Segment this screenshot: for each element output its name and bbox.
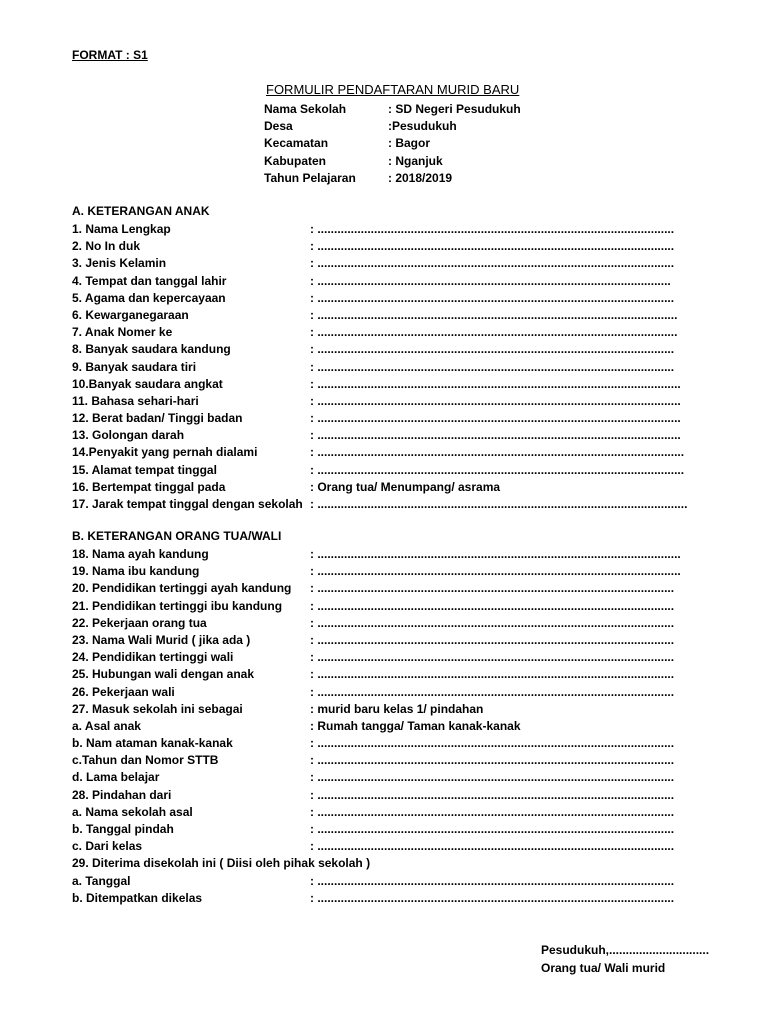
field-value: : ........................................................................................................... [310, 256, 675, 271]
field-value: : ............................................................................................................. [310, 376, 681, 391]
field-value: : ........................................................................................................... [310, 804, 675, 819]
form-title: FORMULIR PENDAFTARAN MURID BARU [266, 82, 520, 97]
field-label: 26. Pekerjaan wali [72, 684, 175, 699]
school-info-row [264, 153, 521, 170]
school-info-key: Kabupaten [264, 153, 327, 168]
school-info-key: Desa [264, 119, 293, 134]
form-field-row [72, 255, 710, 272]
field-value: : ........................................................................................................... [310, 632, 675, 647]
form-field-row [72, 615, 710, 632]
form-field-row [72, 632, 710, 649]
field-label: 11. Bahasa sehari-hari [72, 393, 199, 408]
field-value: : ........................................................................................................... [310, 650, 675, 665]
field-value: : ............................................................................................................. [310, 547, 681, 561]
field-label: 18. Nama ayah kandung [72, 547, 209, 561]
form-field-row [72, 479, 710, 496]
field-label: 19. Nama ibu kandung [72, 564, 200, 579]
school-info [264, 101, 521, 187]
form-field-row [72, 598, 710, 615]
school-info-key: Tahun Pelajaran [264, 170, 356, 185]
field-label: 20. Pendidikan tertinggi ayah kandung [72, 581, 292, 596]
field-label: 25. Hubungan wali dengan anak [72, 667, 255, 682]
field-value: : .......................................................................................................... [310, 273, 671, 288]
field-value: : ........................................................................................................... [310, 290, 675, 305]
form-field-row [72, 341, 710, 358]
field-label: 29. Diterima disekolah ini ( Diisi oleh pihak sekolah ) [72, 856, 371, 871]
field-label: 13. Golongan darah [72, 428, 185, 443]
field-value: : ........................................................................................................... [310, 890, 675, 905]
form-field-row [72, 290, 710, 307]
form-field-row [72, 221, 710, 238]
school-info-value: : Nganjuk [388, 153, 443, 168]
section-a-heading: A. KETERANGAN ANAK [72, 204, 210, 218]
field-value: : ........................................................................................................... [310, 873, 675, 888]
field-label: 14.Penyakit yang pernah dialami [72, 445, 258, 460]
field-label: 1. Nama Lengkap [72, 222, 171, 236]
field-label: a. Tanggal [72, 873, 131, 888]
field-label: 2. No In duk [72, 239, 141, 254]
field-value: : ........................................................................................................... [310, 667, 675, 682]
signature-place-date: Pesudukuh,.............................. [541, 943, 710, 957]
field-label: 23. Nama Wali Murid ( jika ada ) [72, 632, 251, 647]
form-field-row [72, 718, 710, 735]
section-b-fields [72, 546, 710, 907]
form-field-row [72, 359, 710, 376]
school-info-value: : Bagor [388, 136, 430, 151]
format-label: FORMAT : S1 [72, 48, 148, 62]
field-label: 6. Kewarganegaraan [72, 307, 189, 322]
field-label: a. Asal anak [72, 718, 141, 733]
form-field-row [72, 546, 710, 563]
signature-block [541, 941, 709, 977]
field-value: : Rumah tangga/ Taman kanak-kanak [310, 718, 521, 733]
form-field-row [72, 804, 710, 821]
field-label: 16. Bertempat tinggal pada [72, 479, 226, 494]
field-value: : ........................................................................................................... [310, 787, 675, 802]
field-label: d. Lama belajar [72, 770, 160, 785]
field-label: 17. Jarak tempat tinggal dengan sekolah [72, 497, 303, 511]
field-value: : ........................................................................................................... [310, 239, 675, 254]
field-value: : ........................................................................................................... [310, 222, 675, 236]
field-label: 5. Agama dan kepercayaan [72, 290, 226, 305]
field-value: : ............................................................................................................. [310, 428, 681, 443]
field-label: b. Tanggal pindah [72, 822, 174, 836]
form-field-row [72, 462, 710, 479]
field-value: : ........................................................................................................... [310, 753, 675, 768]
form-field-row [72, 273, 710, 290]
school-info-value: :Pesudukuh [388, 119, 457, 134]
form-field-row [72, 563, 710, 580]
school-info-value: : SD Negeri Pesudukuh [388, 102, 521, 116]
field-value: : ........................................................................................................... [310, 736, 675, 751]
field-value: : ............................................................................................................. [310, 564, 681, 579]
field-label: 4. Tempat dan tanggal lahir [72, 273, 227, 288]
form-field-row [72, 238, 710, 255]
field-label: 3. Jenis Kelamin [72, 256, 167, 271]
form-field-row [72, 769, 710, 786]
field-value: : ............................................................................................................. [310, 393, 681, 408]
field-value: : murid baru kelas 1/ pindahan [310, 701, 484, 716]
form-field-row [72, 580, 710, 597]
form-field-row [72, 376, 710, 393]
form-field-row [72, 649, 710, 666]
field-value: : ........................................................................................................... [310, 581, 675, 596]
field-value: : ........................................................................................................... [310, 770, 675, 785]
form-field-row [72, 444, 710, 461]
field-label: 24. Pendidikan tertinggi wali [72, 650, 234, 665]
section-a-fields [72, 221, 710, 513]
field-value: : ........................................................................................................... [310, 342, 675, 357]
school-info-row [264, 170, 521, 187]
form-field-row [72, 324, 710, 341]
form-field-row [72, 890, 710, 907]
form-field-row [72, 855, 710, 872]
field-value: : .............................................................................................................. [310, 445, 685, 460]
school-info-key: Kecamatan [264, 136, 329, 151]
form-field-row [72, 873, 710, 890]
field-value: : ........................................................................................................... [310, 684, 675, 699]
field-value: : ............................................................................................................. [310, 411, 681, 426]
field-value: : Orang tua/ Menumpang/ asrama [310, 479, 501, 494]
school-info-row [264, 135, 521, 152]
field-value: : ............................................................................................................ [310, 307, 678, 322]
form-field-row [72, 684, 710, 701]
field-label: 10.Banyak saudara angkat [72, 376, 223, 391]
field-label: c.Tahun dan Nomor STTB [72, 753, 219, 768]
form-field-row [72, 666, 710, 683]
school-info-row [264, 118, 521, 135]
field-label: 7. Anak Nomer ke [72, 325, 173, 340]
field-label: 21. Pendidikan tertinggi ibu kandung [72, 598, 283, 613]
form-field-row [72, 393, 710, 410]
form-field-row [72, 752, 710, 769]
form-field-row [72, 410, 710, 427]
field-value: : ........................................................................................................... [310, 822, 675, 836]
field-label: b. Nam ataman kanak-kanak [72, 736, 233, 751]
form-field-row [72, 838, 710, 855]
form-field-row [72, 701, 710, 718]
school-info-key: Nama Sekolah [264, 102, 347, 116]
school-info-value: : 2018/2019 [388, 170, 453, 185]
field-label: c. Dari kelas [72, 839, 143, 854]
form-field-row [72, 307, 710, 324]
field-value: : ............................................................................................................... [310, 497, 688, 511]
field-value: : .............................................................................................................. [310, 462, 685, 477]
field-label: 28. Pindahan dari [72, 787, 172, 802]
field-label: 15. Alamat tempat tinggal [72, 462, 217, 477]
field-label: 22. Pekerjaan orang tua [72, 615, 207, 630]
form-field-row [72, 787, 710, 804]
field-value: : ........................................................................................................... [310, 839, 675, 854]
field-value: : ........................................................................................................... [310, 615, 675, 630]
field-label: b. Ditempatkan dikelas [72, 890, 203, 905]
field-label: a. Nama sekolah asal [72, 804, 193, 819]
field-label: 27. Masuk sekolah ini sebagai [72, 701, 243, 716]
form-field-row [72, 496, 710, 513]
field-label: 12. Berat badan/ Tinggi badan [72, 411, 243, 426]
form-field-row [72, 821, 710, 838]
field-value: : ........................................................................................................... [310, 359, 675, 374]
form-field-row [72, 427, 710, 444]
field-value: : ........................................................................................................... [310, 598, 675, 613]
field-value: : ............................................................................................................ [310, 325, 678, 340]
section-b-heading: B. KETERANGAN ORANG TUA/WALI [72, 529, 282, 543]
field-label: 8. Banyak saudara kandung [72, 342, 231, 357]
form-field-row [72, 735, 710, 752]
signature-signer: Orang tua/ Wali murid [541, 961, 666, 975]
school-info-row [264, 101, 521, 118]
field-label: 9. Banyak saudara tiri [72, 359, 197, 374]
